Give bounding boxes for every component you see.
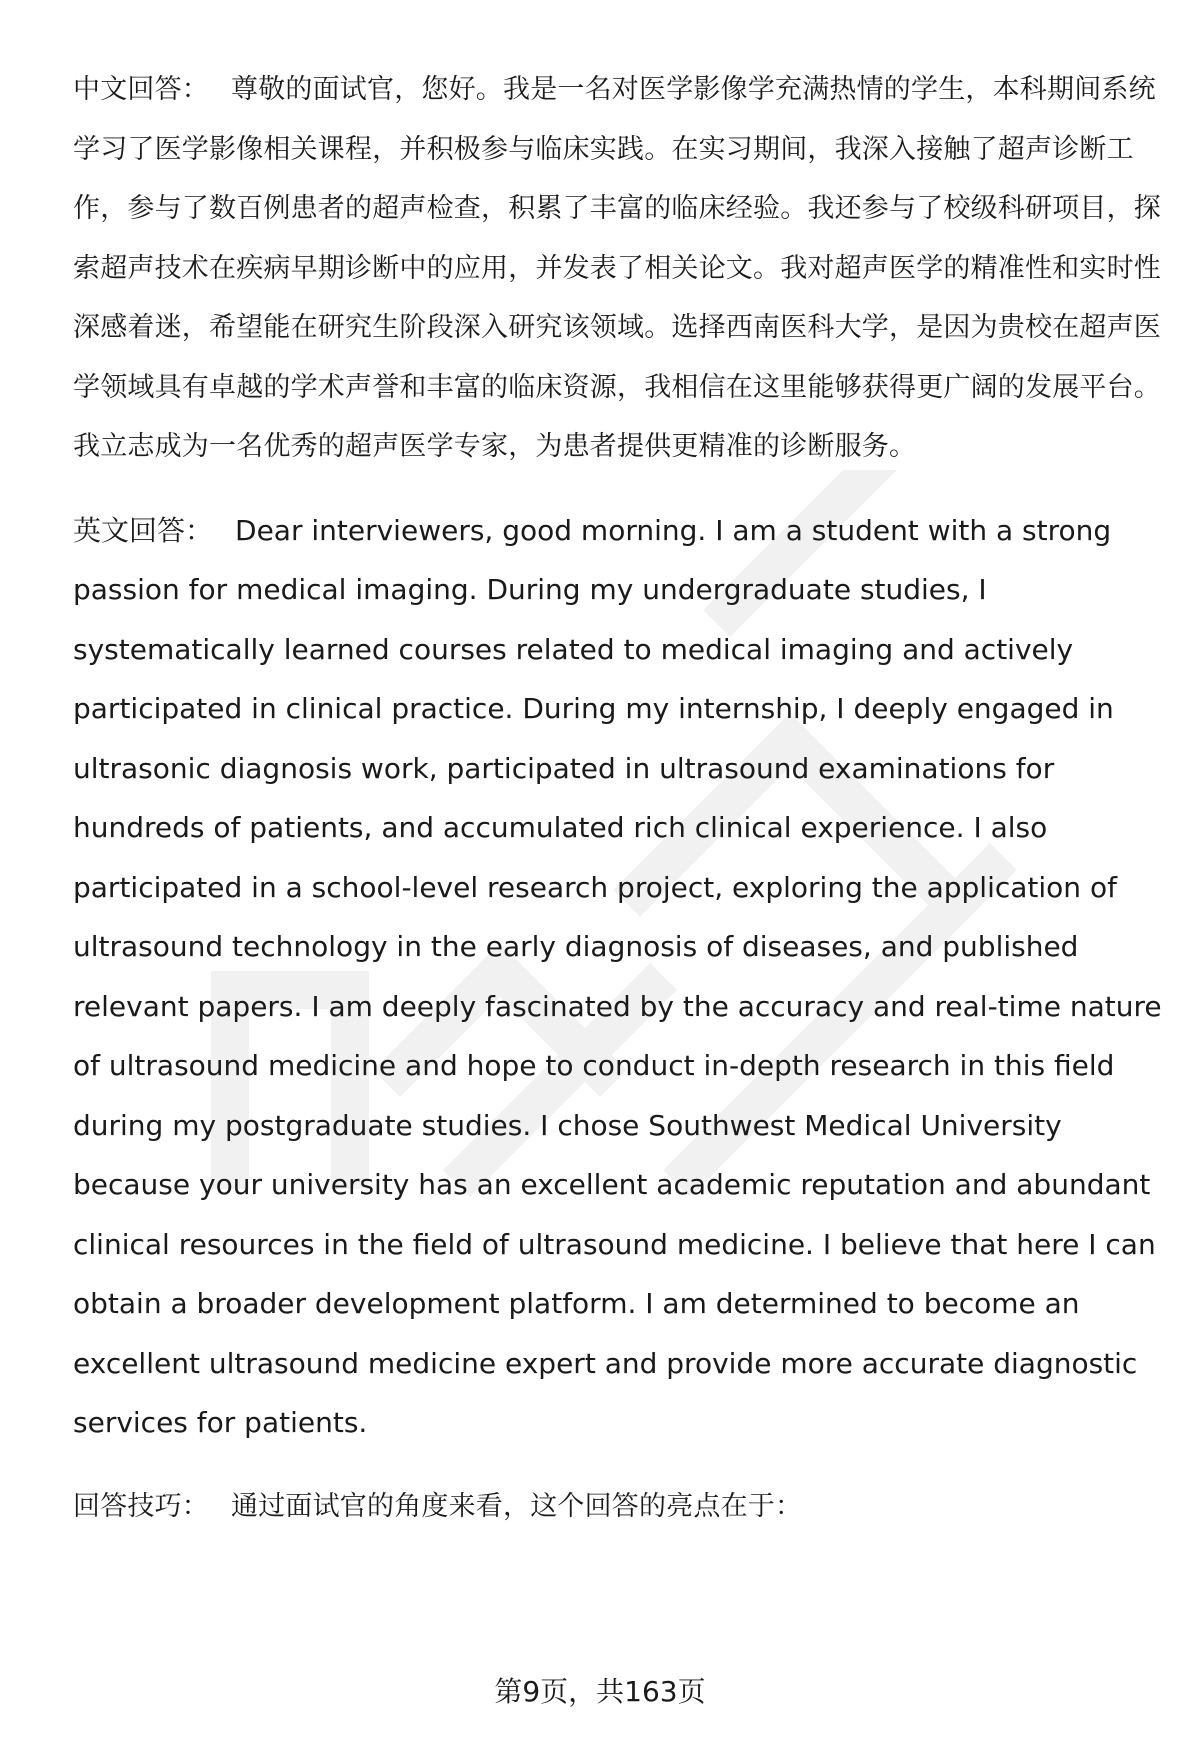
document-page: [73, 60, 1163, 1560]
chinese-answer-label: 中文回答：: [73, 74, 209, 105]
answer-tips-label: 回答技巧：: [73, 1490, 209, 1522]
english-answer-paragraph: [73, 501, 1163, 1453]
answer-tips-text: 通过面试官的角度来看，这个回答的亮点在于：: [231, 1490, 803, 1522]
page-number-footer: 第9页，共163页: [494, 1675, 706, 1708]
chinese-answer-text: 尊敬的面试官，您好。我是一名对医学影像学充满热情的学生，本科期间系统学习了医学影像相关课程，并积极参与临床实践。在实习期间，我深入接触了超声诊断工作，参与了数百例患者的超声检查，积累了丰富的临床经验。我还参与了校级科研项目，探索超声技术在疾病早期诊断中的应用，并发表了相关论文。我对超声医学的精准性和实时性深感着迷，希望能在研究生阶段深入研究该领域。选择西南医科大学，是因为贵校在超声医学领域具有卓越的学术声誉和丰富的临床资源，我相信在这里能够获得更广阔的发展平台。我立志成为一名优秀的超声医学专家，为患者提供更精准的诊断服务。: [73, 74, 1161, 462]
chinese-answer-paragraph: [73, 60, 1163, 477]
english-answer-text: Dear interviewers, good morning. I am a student with a strong passion for medical imaging. During my undergraduate studies, I systematically learned courses related to medical imaging and actively participated in clinical practice. During my internship, I deeply engaged in ultrasonic diagnosis work, participated in ultrasound examinations for hundreds of patients, and accumulated rich clinical experience. I also participated in a school-level research project, exploring the application of ultrasound technology in the early diagnosis of diseases, and published relevant papers. I am deeply fascinated by the accuracy and real-time nature of ultrasound medicine and hope to conduct in-depth research in this field during my postgraduate studies. I chose Southwest Medical University because your university has an excellent academic reputation and abundant clinical resources in the field of ultrasound medicine. I believe that here I can obtain a broader development platform. I am determined to become an excellent ultrasound medicine expert and provide more accurate diagnostic services for patients.: [73, 513, 1162, 1439]
english-answer-label: 英文回答：: [73, 513, 214, 547]
answer-tips-paragraph: [73, 1477, 1163, 1537]
